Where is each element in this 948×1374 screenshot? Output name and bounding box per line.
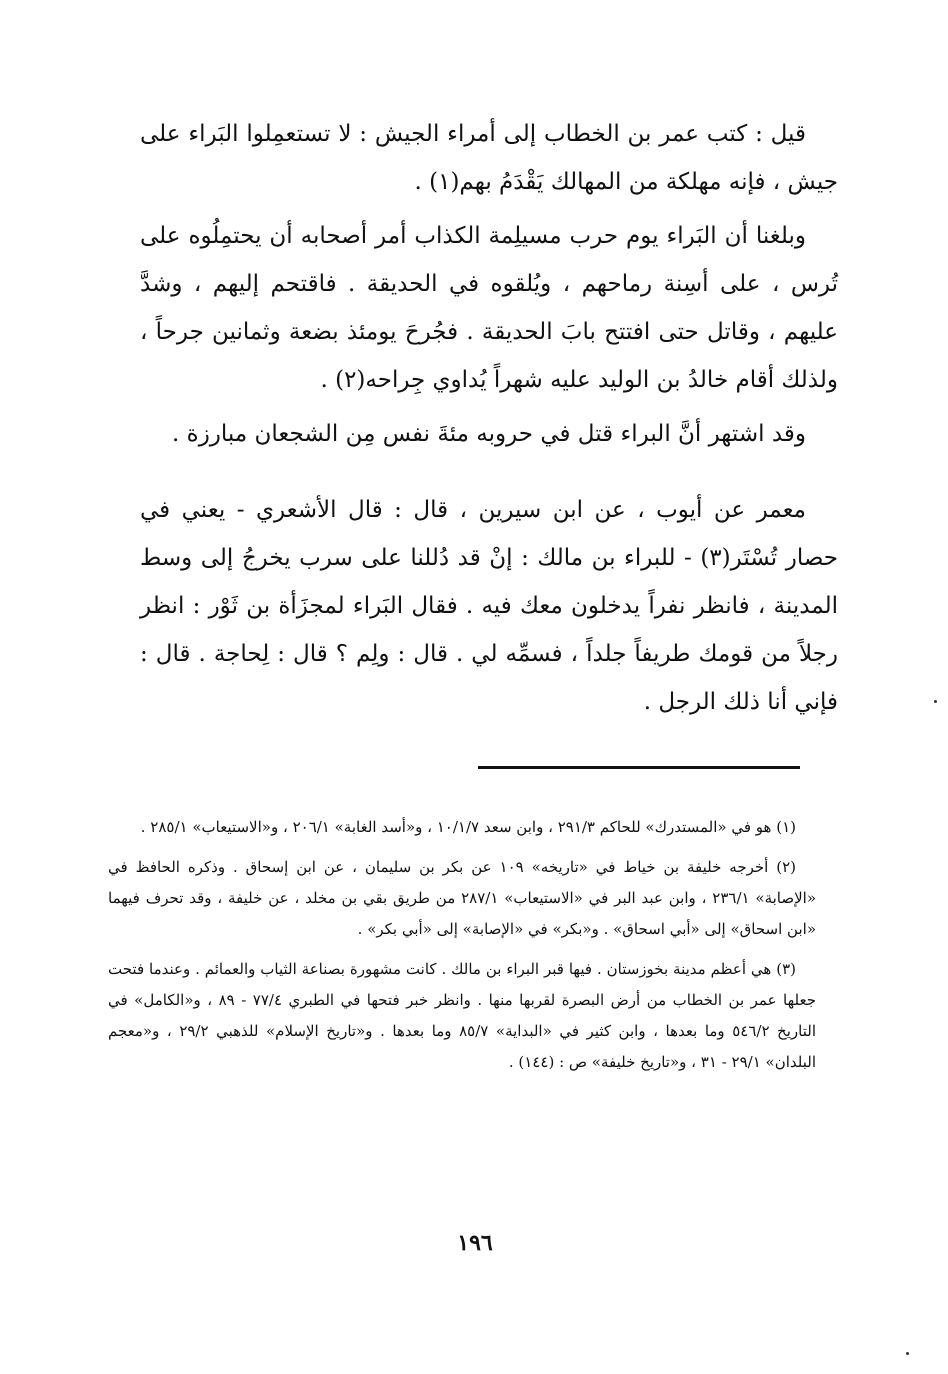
footnote-divider xyxy=(478,766,800,769)
scan-speck xyxy=(906,1352,909,1355)
footnote-3: (٣) هي أعظم مدينة بخوزستان . فيها قبر البراء بن مالك . كانت مشهورة بصناعة الثياب والعمائم . وعندما فتحت جعلها عمر بن الخطاب من أرض البصرة لقربها منها . وانظر خبر فتحها في الطبري ٧٧/٤ - ٨٩ ، و«الكامل» في التاريخ ٥٤٦/٢ وما بعدها ، وابن كثير في «البداية» ٨٥/٧ وما بعدها . و«تاريخ الإسلام» للذهبي ٢٩/٢ ، و«معجم البلدان» ٢٩/١ - ٣١ ، و«تاريخ خليفة» ص : (١٤٤) . xyxy=(108,960,816,1071)
paragraph-1: قيل : كتب عمر بن الخطاب إلى أمراء الجيش : لا تستعمِلوا البَراء على جيش ، فإنه مهلكة من المهالك يَقْدَمُ بهم(١) . xyxy=(140,121,838,195)
footnote-2: (٢) أخرجه خليفة بن خياط في «تاريخه» ١٠٩ عن بكر بن سليمان ، عن ابن إسحاق . وذكره الحافظ في «الإصابة» ٢٣٦/١ ، وابن عبد البر في «الاستيعاب» ٢٨٧/١ من طريق بقي بن مخلد ، عن خليفة ، وقد تحرف فيهما «ابن اسحاق» إلى «أبي اسحاق» . و«بكر» في «الإصابة» إلى «أبي بكر» . xyxy=(108,858,816,938)
paragraph-3: وقد اشتهر أنَّ البراء قتل في حروبه مئةَ نفس مِن الشجعان مبارزة . xyxy=(172,421,806,447)
scan-speck xyxy=(934,700,937,703)
paragraph-4: معمر عن أيوب ، عن ابن سيرين ، قال : قال الأشعري - يعني في حصار تُسْتَر(٣) - للبراء بن مالك : إنْ قد دُللنا على سرب يخرجُ إلى وسط المدينة ، فانظر نفراً يدخلون معك فيه . فقال البَراء لمجزَأة بن ثَوْر : انظر رجلاً من قومك طريفاً جلداً ، فسمِّه لي . قال : ولِم ؟ قال : لِحاجة . قال : فإني أنا ذلك الرجل . xyxy=(140,497,838,715)
main-text-block xyxy=(140,110,838,726)
page-number: ١٩٦ xyxy=(457,1230,493,1256)
paragraph-2: وبلغنا أن البَراء يوم حرب مسيلِمة الكذاب أمر أصحابه أن يحتمِلُوه على تُرس ، على أسِنة رماحهم ، ويُلقوه في الحديقة . فاقتحم إليهم ، وشدَّ عليهم ، وقاتل حتى افتتح بابَ الحديقة . فجُرحَ يومئذ بضعة وثمانين جرحاً ، ولذلك أقام خالدُ بن الوليد عليه شهراً يُداوي جِراحه(٢) . xyxy=(140,223,838,393)
footnotes-block xyxy=(108,812,816,1087)
footnote-1: (١) هو في «المستدرك» للحاكم ٢٩١/٣ ، وابن سعد ١٠/١/٧ ، و«أسد الغابة» ٢٠٦/١ ، و«الاستيعاب» ٢٨٥/١ . xyxy=(140,818,796,836)
